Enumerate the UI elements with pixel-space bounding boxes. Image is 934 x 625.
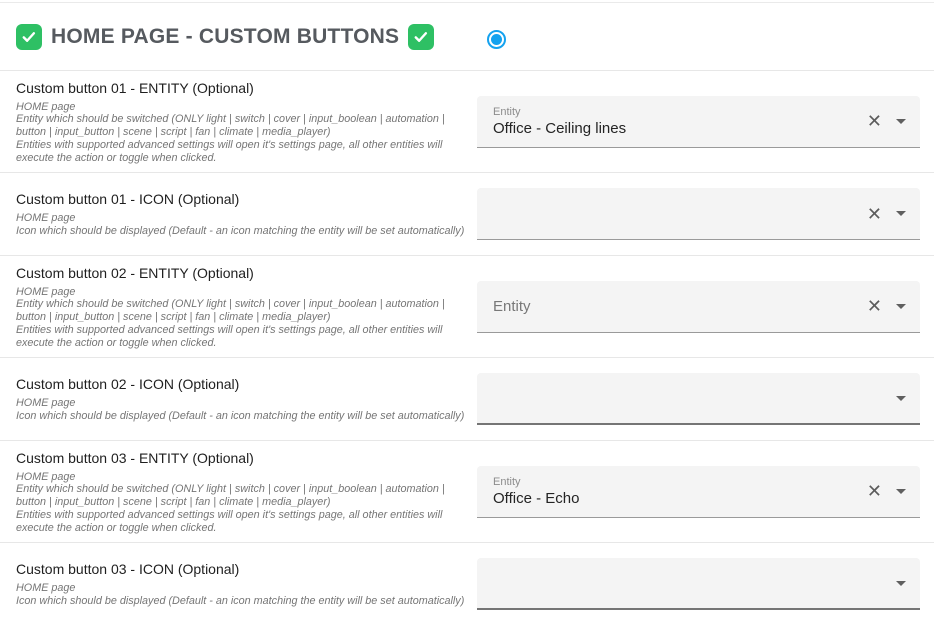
icon-picker-button02[interactable]	[477, 373, 920, 425]
clear-icon[interactable]: ✕	[866, 296, 882, 316]
row-description	[16, 397, 468, 423]
desc-line: Entity which should be switched (ONLY light | switch | cover | input_boolean | automation | button | input_button | scene | script | fan | climate | media_player)	[16, 298, 445, 324]
desc-line: Icon which should be displayed (Default - an icon matching the entity will be set automatically)	[16, 410, 465, 422]
desc-line: Entities with supported advanced settings will open it's settings page, all other entities will execute the action or toggle when clicked.	[16, 508, 443, 534]
desc-line: HOME page	[16, 285, 76, 298]
desc-line: HOME page	[16, 470, 76, 483]
field-icons	[886, 396, 908, 401]
field-label: Entity	[493, 475, 521, 488]
field-icons	[863, 482, 908, 500]
row-title: Custom button 03 - ENTITY (Optional)	[16, 449, 254, 466]
blueprint-config-page	[0, 2, 934, 625]
section-header	[0, 3, 934, 70]
dropdown-arrow-icon[interactable]	[896, 581, 906, 586]
row-description	[16, 471, 468, 535]
dropdown-arrow-icon[interactable]	[896, 119, 906, 124]
dropdown-arrow-icon[interactable]	[896, 304, 906, 309]
desc-line: HOME page	[16, 397, 76, 410]
config-row-button03-entity	[0, 440, 934, 542]
desc-line: Icon which should be displayed (Default - an icon matching the entity will be set automatically)	[16, 595, 465, 607]
desc-line: Entity which should be switched (ONLY light | switch | cover | input_boolean | automation | button | input_button | scene | script | fan | climate | media_player)	[16, 483, 445, 509]
field-column	[477, 188, 920, 240]
row-title: Custom button 02 - ICON (Optional)	[16, 376, 240, 393]
field-placeholder: Entity	[493, 297, 531, 315]
desc-line: HOME page	[16, 212, 76, 225]
icon-picker-button01[interactable]	[477, 188, 920, 240]
entity-picker-button01[interactable]	[477, 96, 920, 148]
config-row-button01-icon	[0, 172, 934, 255]
desc-line: HOME page	[16, 100, 76, 113]
desc-line: HOME page	[16, 582, 76, 595]
field-column	[477, 373, 920, 425]
row-text	[16, 373, 474, 425]
desc-line: Entities with supported advanced settings will open it's settings page, all other entities will execute the action or toggle when clicked.	[16, 138, 443, 164]
row-description	[16, 212, 468, 238]
dropdown-arrow-icon[interactable]	[896, 489, 906, 494]
entity-picker-button02[interactable]	[477, 281, 920, 333]
config-row-button02-icon	[0, 357, 934, 440]
field-value: Office - Ceiling lines	[493, 119, 627, 137]
field-label: Entity	[493, 105, 521, 118]
field-column	[477, 96, 920, 148]
field-text	[493, 475, 863, 508]
field-column	[477, 558, 920, 610]
icon-picker-button03[interactable]	[477, 558, 920, 610]
config-row-button01-entity	[0, 70, 934, 172]
desc-line: Entities with supported advanced settings will open it's settings page, all other entities will execute the action or toggle when clicked.	[16, 323, 443, 349]
field-value: Office - Echo	[493, 489, 580, 507]
row-description	[16, 101, 468, 165]
row-title: Custom button 03 - ICON (Optional)	[16, 561, 240, 578]
radio-dot	[491, 34, 502, 45]
row-description	[16, 286, 468, 350]
field-icons	[863, 205, 908, 223]
clear-icon[interactable]: ✕	[866, 203, 882, 224]
field-text	[493, 105, 863, 138]
row-text	[16, 188, 474, 240]
row-text	[16, 262, 474, 352]
row-title: Custom button 01 - ENTITY (Optional)	[16, 79, 254, 96]
field-icons	[863, 112, 908, 130]
field-icons	[886, 581, 908, 586]
row-text	[16, 558, 474, 610]
desc-line: Entity which should be switched (ONLY light | switch | cover | input_boolean | automation | button | input_button | scene | script | fan | climate | media_player)	[16, 113, 445, 139]
field-column	[477, 466, 920, 518]
row-text	[16, 447, 474, 537]
dropdown-arrow-icon[interactable]	[896, 211, 906, 216]
green-checkbox-icon	[16, 24, 42, 50]
desc-line: Icon which should be displayed (Default - an icon matching the entity will be set automatically)	[16, 225, 465, 237]
page-title: HOME PAGE - CUSTOM BUTTONS	[51, 24, 400, 48]
entity-picker-button03[interactable]	[477, 466, 920, 518]
field-text	[493, 297, 863, 316]
green-checkbox-icon	[408, 24, 434, 50]
clear-icon[interactable]: ✕	[866, 481, 882, 501]
clear-icon[interactable]: ✕	[866, 111, 882, 131]
dropdown-arrow-icon[interactable]	[896, 396, 906, 401]
radio-button-selected[interactable]	[487, 30, 506, 49]
row-title: Custom button 02 - ENTITY (Optional)	[16, 264, 254, 281]
row-text	[16, 77, 474, 167]
field-icons	[863, 297, 908, 315]
config-row-button03-icon	[0, 542, 934, 625]
row-title: Custom button 01 - ICON (Optional)	[16, 191, 240, 208]
row-description	[16, 582, 468, 608]
config-row-button02-entity	[0, 255, 934, 357]
field-column	[477, 281, 920, 333]
